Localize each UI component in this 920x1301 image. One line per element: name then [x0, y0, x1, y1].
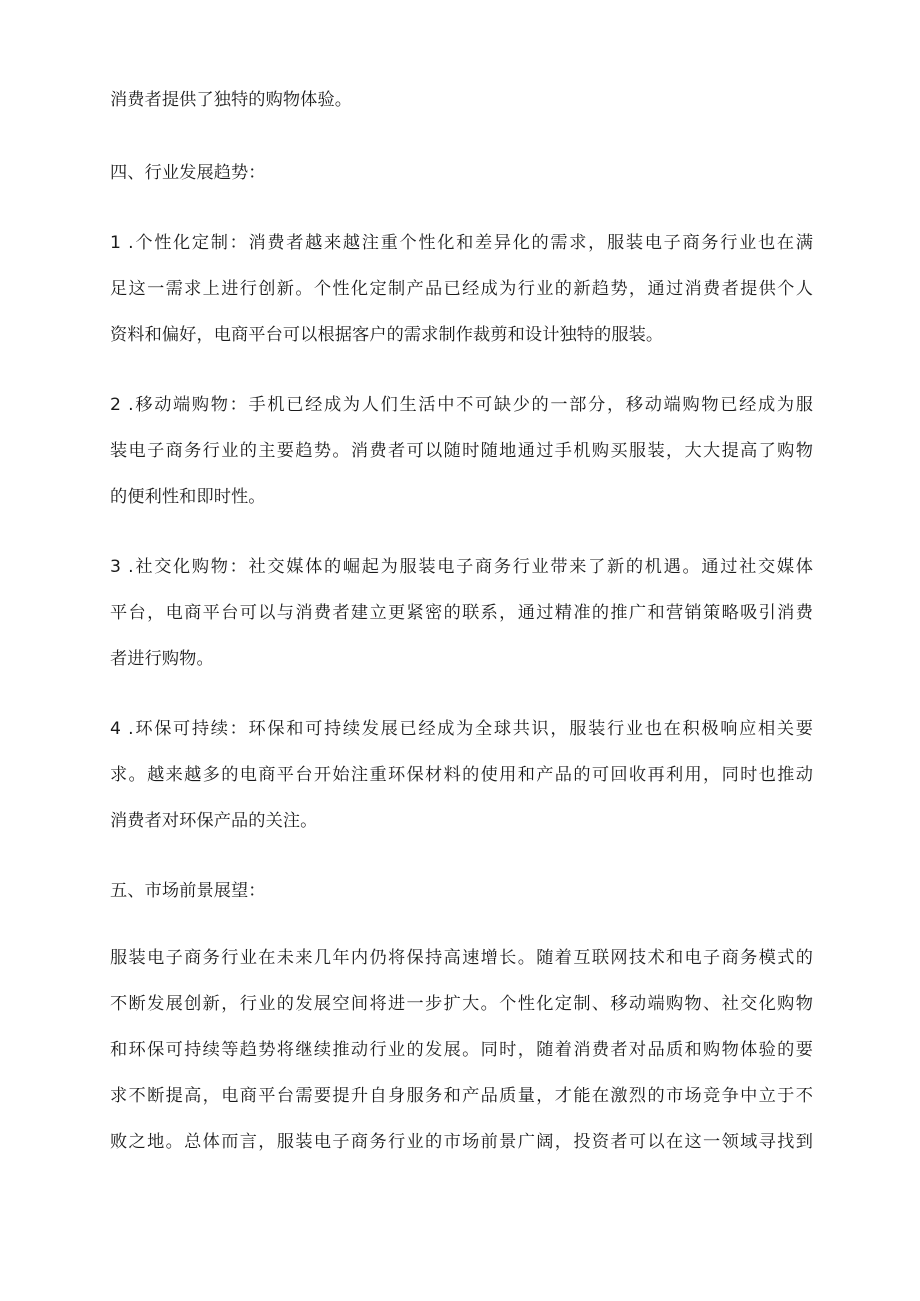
paragraph-line: 3 .社交化购物：社交媒体的崛起为服装电子商务行业带来了新的机遇。通过社交媒体: [110, 557, 813, 577]
paragraph-line: 败之地。总体而言，服装电子商务行业的市场前景广阔，投资者可以在这一领域寻找到: [110, 1132, 813, 1152]
paragraph-line: 4 .环保可持续：环保和可持续发展已经成为全球共识，服装行业也在积极响应相关要: [110, 719, 813, 739]
paragraph-line: 足这一需求上进行创新。个性化定制产品已经成为行业的新趋势，通过消费者提供个人: [110, 279, 813, 299]
paragraph-line: 平台，电商平台可以与消费者建立更紧密的联系，通过精准的推广和营销策略吸引消费: [110, 603, 813, 623]
paragraph-line: 的便利性和即时性。: [110, 487, 266, 507]
paragraph-line: 服装电子商务行业在未来几年内仍将保持高速增长。随着互联网技术和电子商务模式的: [110, 948, 813, 968]
paragraph-line: 2 .移动端购物：手机已经成为人们生活中不可缺少的一部分，移动端购物已经成为服: [110, 395, 813, 415]
paragraph-line: 消费者对环保产品的关注。: [110, 811, 318, 831]
paragraph-line: 装电子商务行业的主要趋势。消费者可以随时随地通过手机购买服装，大大提高了购物: [110, 441, 813, 461]
paragraph-line: 者进行购物。: [110, 649, 214, 669]
paragraph-line: 资料和偏好，电商平台可以根据客户的需求制作裁剪和设计独特的服装。: [110, 325, 664, 345]
section-heading: 五、市场前景展望：: [110, 881, 266, 901]
paragraph-line: 和环保可持续等趋势将继续推动行业的发展。同时，随着消费者对品质和购物体验的要: [110, 1040, 813, 1060]
paragraph-line: 消费者提供了独特的购物体验。: [110, 90, 353, 110]
paragraph-line: 求不断提高，电商平台需要提升自身服务和产品质量，才能在激烈的市场竞争中立于不: [110, 1086, 813, 1106]
section-heading: 四、行业发展趋势：: [110, 163, 266, 183]
paragraph-line: 1 .个性化定制：消费者越来越注重个性化和差异化的需求，服装电子商务行业也在满: [110, 233, 813, 253]
paragraph-line: 不断发展创新，行业的发展空间将进一步扩大。个性化定制、移动端购物、社交化购物: [110, 994, 813, 1014]
paragraph-line: 求。越来越多的电商平台开始注重环保材料的使用和产品的可回收再利用，同时也推动: [110, 765, 813, 785]
